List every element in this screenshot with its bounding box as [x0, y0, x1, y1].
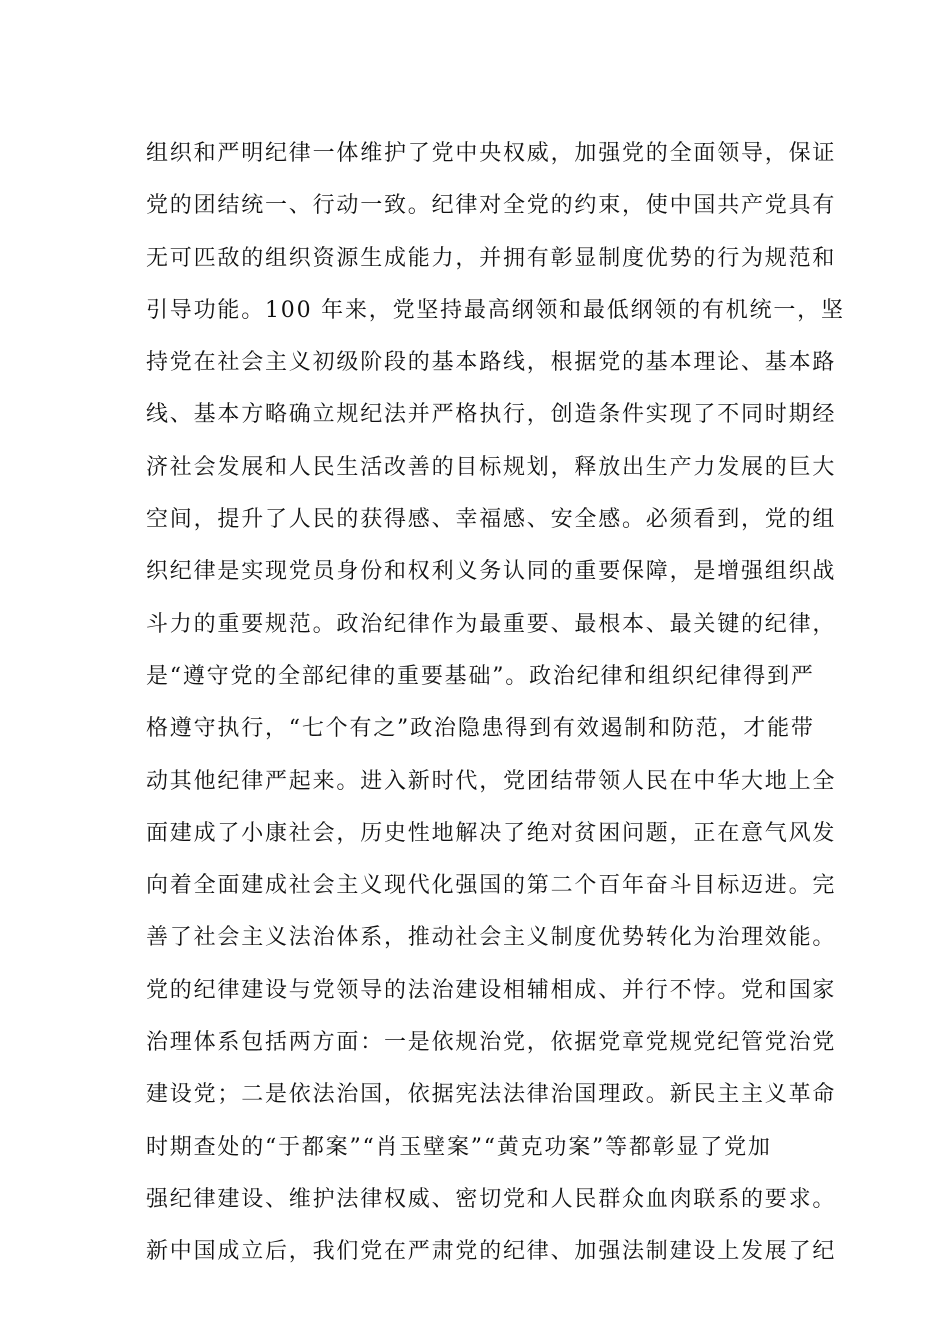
body-text: [146, 128, 845, 1279]
text-line: 空间，提升了人民的获得感、幸福感、安全感。必须看到，党的组: [146, 507, 837, 533]
text-line: 治理体系包括两方面：一是依规治党，依据党章党规党纪管党治党: [146, 1030, 837, 1056]
text-line: 斗力的重要规范。政治纪律作为最重要、最根本、最关键的纪律，: [146, 611, 837, 637]
text-line: 组织和严明纪律一体维护了党中央权威，加强党的全面领导，保证: [146, 141, 837, 166]
text-line: 动其他纪律严起来。进入新时代，党团结带领人民在中华大地上全: [146, 768, 837, 794]
text-line: 线、基本方略确立规纪法并严格执行，创造条件实现了不同时期经: [146, 402, 837, 428]
text-line: 党的团结统一、行动一致。纪律对全党的约束，使中国共产党具有: [146, 193, 837, 219]
text-line: 是“遵守党的全部纪律的重要基础”。政治纪律和组织纪律得到严: [146, 663, 815, 689]
text-line: 织纪律是实现党员身份和权利义务认同的重要保障，是增强组织战: [146, 559, 837, 585]
text-line: 面建成了小康社会，历史性地解决了绝对贫困问题，正在意气风发: [146, 820, 837, 846]
text-line: 引导功能。100 年来，党坚持最高纲领和最低纲领的有机统一，坚: [146, 297, 845, 323]
text-line: 格遵守执行，“七个有之”政治隐患得到有效遏制和防范，才能带: [146, 716, 815, 742]
text-line: 时期查处的“于都案”“肖玉壁案”“黄克功案”等都彰显了党加: [146, 1134, 772, 1160]
text-line: 向着全面建成社会主义现代化强国的第二个百年奋斗目标迈进。完: [146, 873, 837, 899]
text-line: 新中国成立后，我们党在严肃党的纪律、加强法制建设上发展了纪: [146, 1239, 837, 1265]
text-line: 持党在社会主义初级阶段的基本路线，根据党的基本理论、基本路: [146, 350, 837, 376]
text-line: 建设党；二是依法治国，依据宪法法律治国理政。新民主主义革命: [146, 1082, 837, 1108]
text-line: 无可匹敌的组织资源生成能力，并拥有彰显制度优势的行为规范和: [146, 245, 837, 271]
text-line: 强纪律建设、维护法律权威、密切党和人民群众血肉联系的要求。: [146, 1186, 837, 1212]
text-line: 济社会发展和人民生活改善的目标规划，释放出生产力发展的巨大: [146, 454, 837, 480]
text-line: 善了社会主义法治体系，推动社会主义制度优势转化为治理效能。: [146, 925, 837, 951]
text-line: 党的纪律建设与党领导的法治建设相辅相成、并行不悖。党和国家: [146, 977, 837, 1003]
